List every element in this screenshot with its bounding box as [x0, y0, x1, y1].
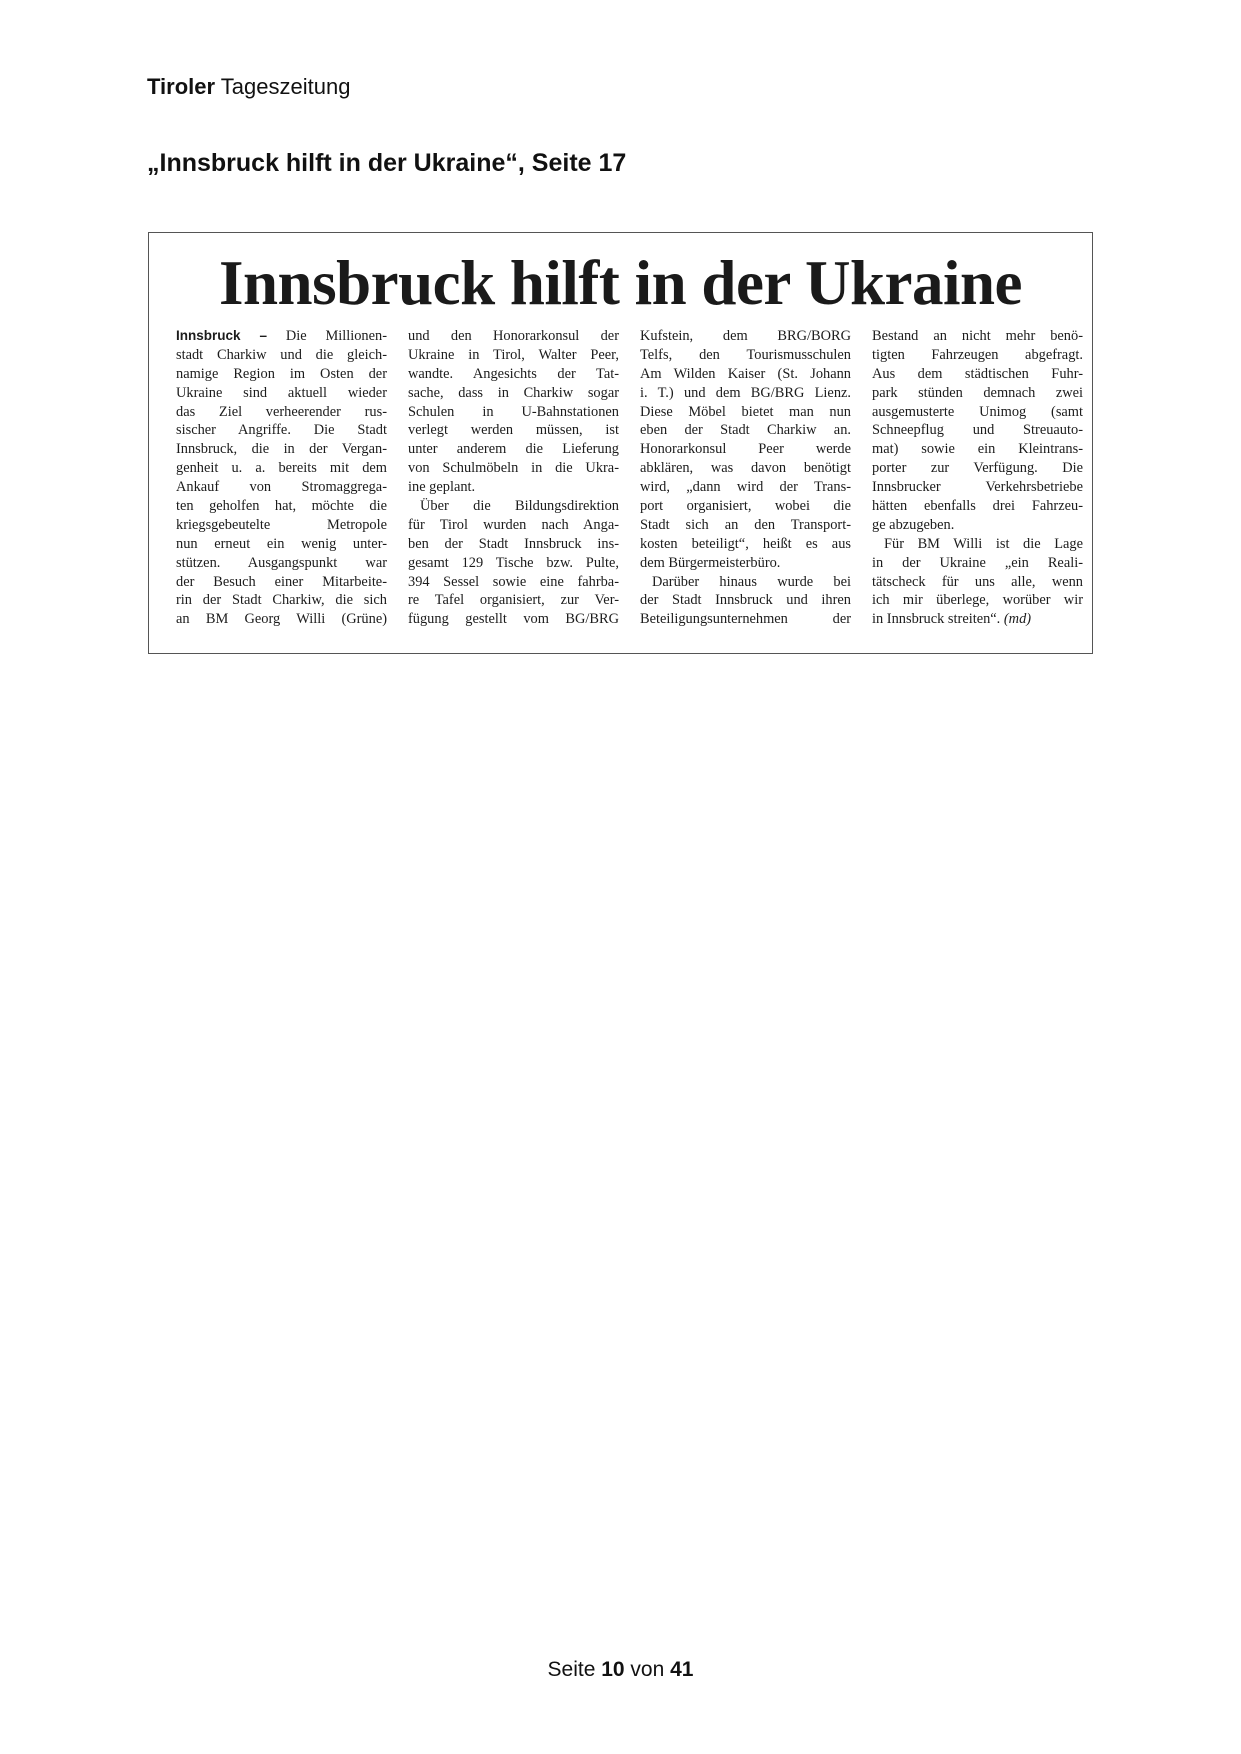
column-line: eben der Stadt Charkiw an.	[640, 422, 851, 439]
column-line: Schulen in U-Bahnstationen	[408, 403, 619, 420]
column-line: stützen. Ausgangspunkt war	[176, 554, 387, 571]
column-line: park stünden demnach zwei	[872, 384, 1083, 401]
column-line: Innsbrucker Verkehrsbetriebe	[872, 479, 1083, 496]
column-line: Ukraine sind aktuell wieder	[176, 384, 387, 401]
dateline: Innsbruck	[176, 328, 241, 343]
publication-name-rest: Tageszeitung	[215, 74, 351, 99]
column-line: sischer Angriffe. Die Stadt	[176, 422, 387, 439]
column-line: Telfs, den Tourismusschulen	[640, 346, 851, 363]
column-line: Kufstein, dem BRG/BORG	[640, 328, 851, 344]
column-line: Stadt sich an den Transport-	[640, 516, 851, 533]
newspaper-clipping	[148, 232, 1093, 654]
column-line: re Tafel organisiert, zur Ver-	[408, 592, 619, 609]
column-line: porter zur Verfügung. Die	[872, 460, 1083, 477]
current-page-number: 10	[601, 1658, 625, 1681]
article-column-4	[872, 327, 1083, 629]
column-line: ben der Stadt Innsbruck ins-	[408, 535, 619, 552]
column-line: tigten Fahrzeugen abgefragt.	[872, 346, 1083, 363]
column-line: unter anderem die Lieferung	[408, 441, 619, 458]
column-line: stadt Charkiw und die gleich-	[176, 346, 387, 363]
column-line: gesamt 129 Tische bzw. Pulte,	[408, 554, 619, 571]
publication-name	[147, 74, 350, 100]
column-line: Bestand an nicht mehr benö-	[872, 328, 1083, 344]
column-line: kriegsgebeutelte Metropole	[176, 516, 387, 533]
column-line: ich mir überlege, worüber wir	[872, 592, 1083, 609]
column-line: Schneepflug und Streuauto-	[872, 422, 1083, 439]
column-line: Beteiligungsunternehmen der	[640, 611, 851, 628]
author-initials: (md)	[1003, 611, 1032, 628]
column-line	[176, 327, 387, 346]
column-line: der Stadt Innsbruck und ihren	[640, 592, 851, 609]
article-reference: „Innsbruck hilft in der Ukraine“, Seite 17	[147, 149, 627, 177]
column-line: fügung gestellt vom BG/BRG	[408, 611, 619, 628]
column-line: das Ziel verheerender rus-	[176, 403, 387, 420]
column-line: mat) sowie ein Kleintrans-	[872, 441, 1083, 458]
column-line: namige Region im Osten der	[176, 365, 387, 382]
column-line: an BM Georg Willi (Grüne)	[176, 611, 387, 628]
column-line: Aus dem städtischen Fuhr-	[872, 365, 1083, 382]
column-line	[872, 610, 1083, 629]
column-line: Honorarkonsul Peer werde	[640, 441, 851, 458]
column-line: Darüber hinaus wurde bei	[652, 573, 851, 590]
dateline-dash: –	[240, 328, 286, 343]
column-line: wandte. Angesichts der Tat-	[408, 365, 619, 382]
column-line: verlegt werden müssen, ist	[408, 422, 619, 439]
column-line: Innsbruck, die in der Vergan-	[176, 441, 387, 458]
column-line: 394 Sessel sowie eine fahrba-	[408, 573, 619, 590]
column-line: von Schulmöbeln in die Ukra-	[408, 460, 619, 477]
column-line: rin der Stadt Charkiw, die sich	[176, 592, 387, 609]
column-line: in der Ukraine „ein Reali-	[872, 554, 1083, 571]
column-line: i. T.) und dem BG/BRG Lienz.	[640, 384, 851, 401]
column-line: ine geplant.	[408, 479, 476, 496]
column-line: Für BM Willi ist die Lage	[884, 535, 1083, 552]
column-line: port organisiert, wobei die	[640, 498, 851, 515]
article-column-2	[408, 327, 619, 629]
column-line: ge abzugeben.	[872, 516, 955, 533]
column-line: Über die Bildungsdirektion	[420, 498, 619, 515]
column-line: hätten ebenfalls drei Fahrzeu-	[872, 498, 1083, 515]
publication-name-bold: Tiroler	[147, 74, 216, 99]
column-line: wird, „dann wird der Trans-	[640, 479, 851, 496]
column-line-text: Die Millionen-	[285, 328, 387, 344]
article-column-3	[640, 327, 851, 629]
column-line: tätscheck für uns alle, wenn	[872, 573, 1083, 590]
column-line: Ukraine in Tirol, Walter Peer,	[408, 346, 619, 363]
column-line: Diese Möbel bietet man nun	[640, 403, 851, 420]
clipping-title: Innsbruck hilft in der Ukraine	[218, 248, 1022, 318]
column-line: für Tirol wurden nach Anga-	[408, 516, 619, 533]
footer-middle: von	[624, 1658, 671, 1681]
column-line: und den Honorarkonsul der	[408, 328, 619, 344]
column-line: genheit u. a. bereits mit dem	[176, 460, 387, 477]
column-line: ausgemusterte Unimog (samt	[872, 403, 1083, 420]
page-footer	[0, 1657, 1241, 1683]
column-line: Am Wilden Kaiser (St. Johann	[640, 365, 851, 382]
column-line: nun erneut ein wenig unter-	[176, 535, 387, 552]
column-line: abklären, was davon benötigt	[640, 460, 851, 477]
footer-prefix: Seite	[547, 1658, 602, 1681]
column-line: ten geholfen hat, möchte die	[176, 498, 387, 515]
total-page-count: 41	[670, 1658, 694, 1681]
column-line-text: in Innsbruck streiten“.	[872, 611, 1001, 628]
column-line: dem Bürgermeisterbüro.	[640, 554, 781, 571]
article-column-1	[176, 327, 387, 629]
column-line: der Besuch einer Mitarbeite-	[176, 573, 387, 590]
column-line: sache, dass in Charkiw sogar	[408, 384, 619, 401]
column-line: Ankauf von Stromaggrega-	[176, 479, 387, 496]
column-line: kosten beteiligt“, heißt es aus	[640, 535, 851, 552]
